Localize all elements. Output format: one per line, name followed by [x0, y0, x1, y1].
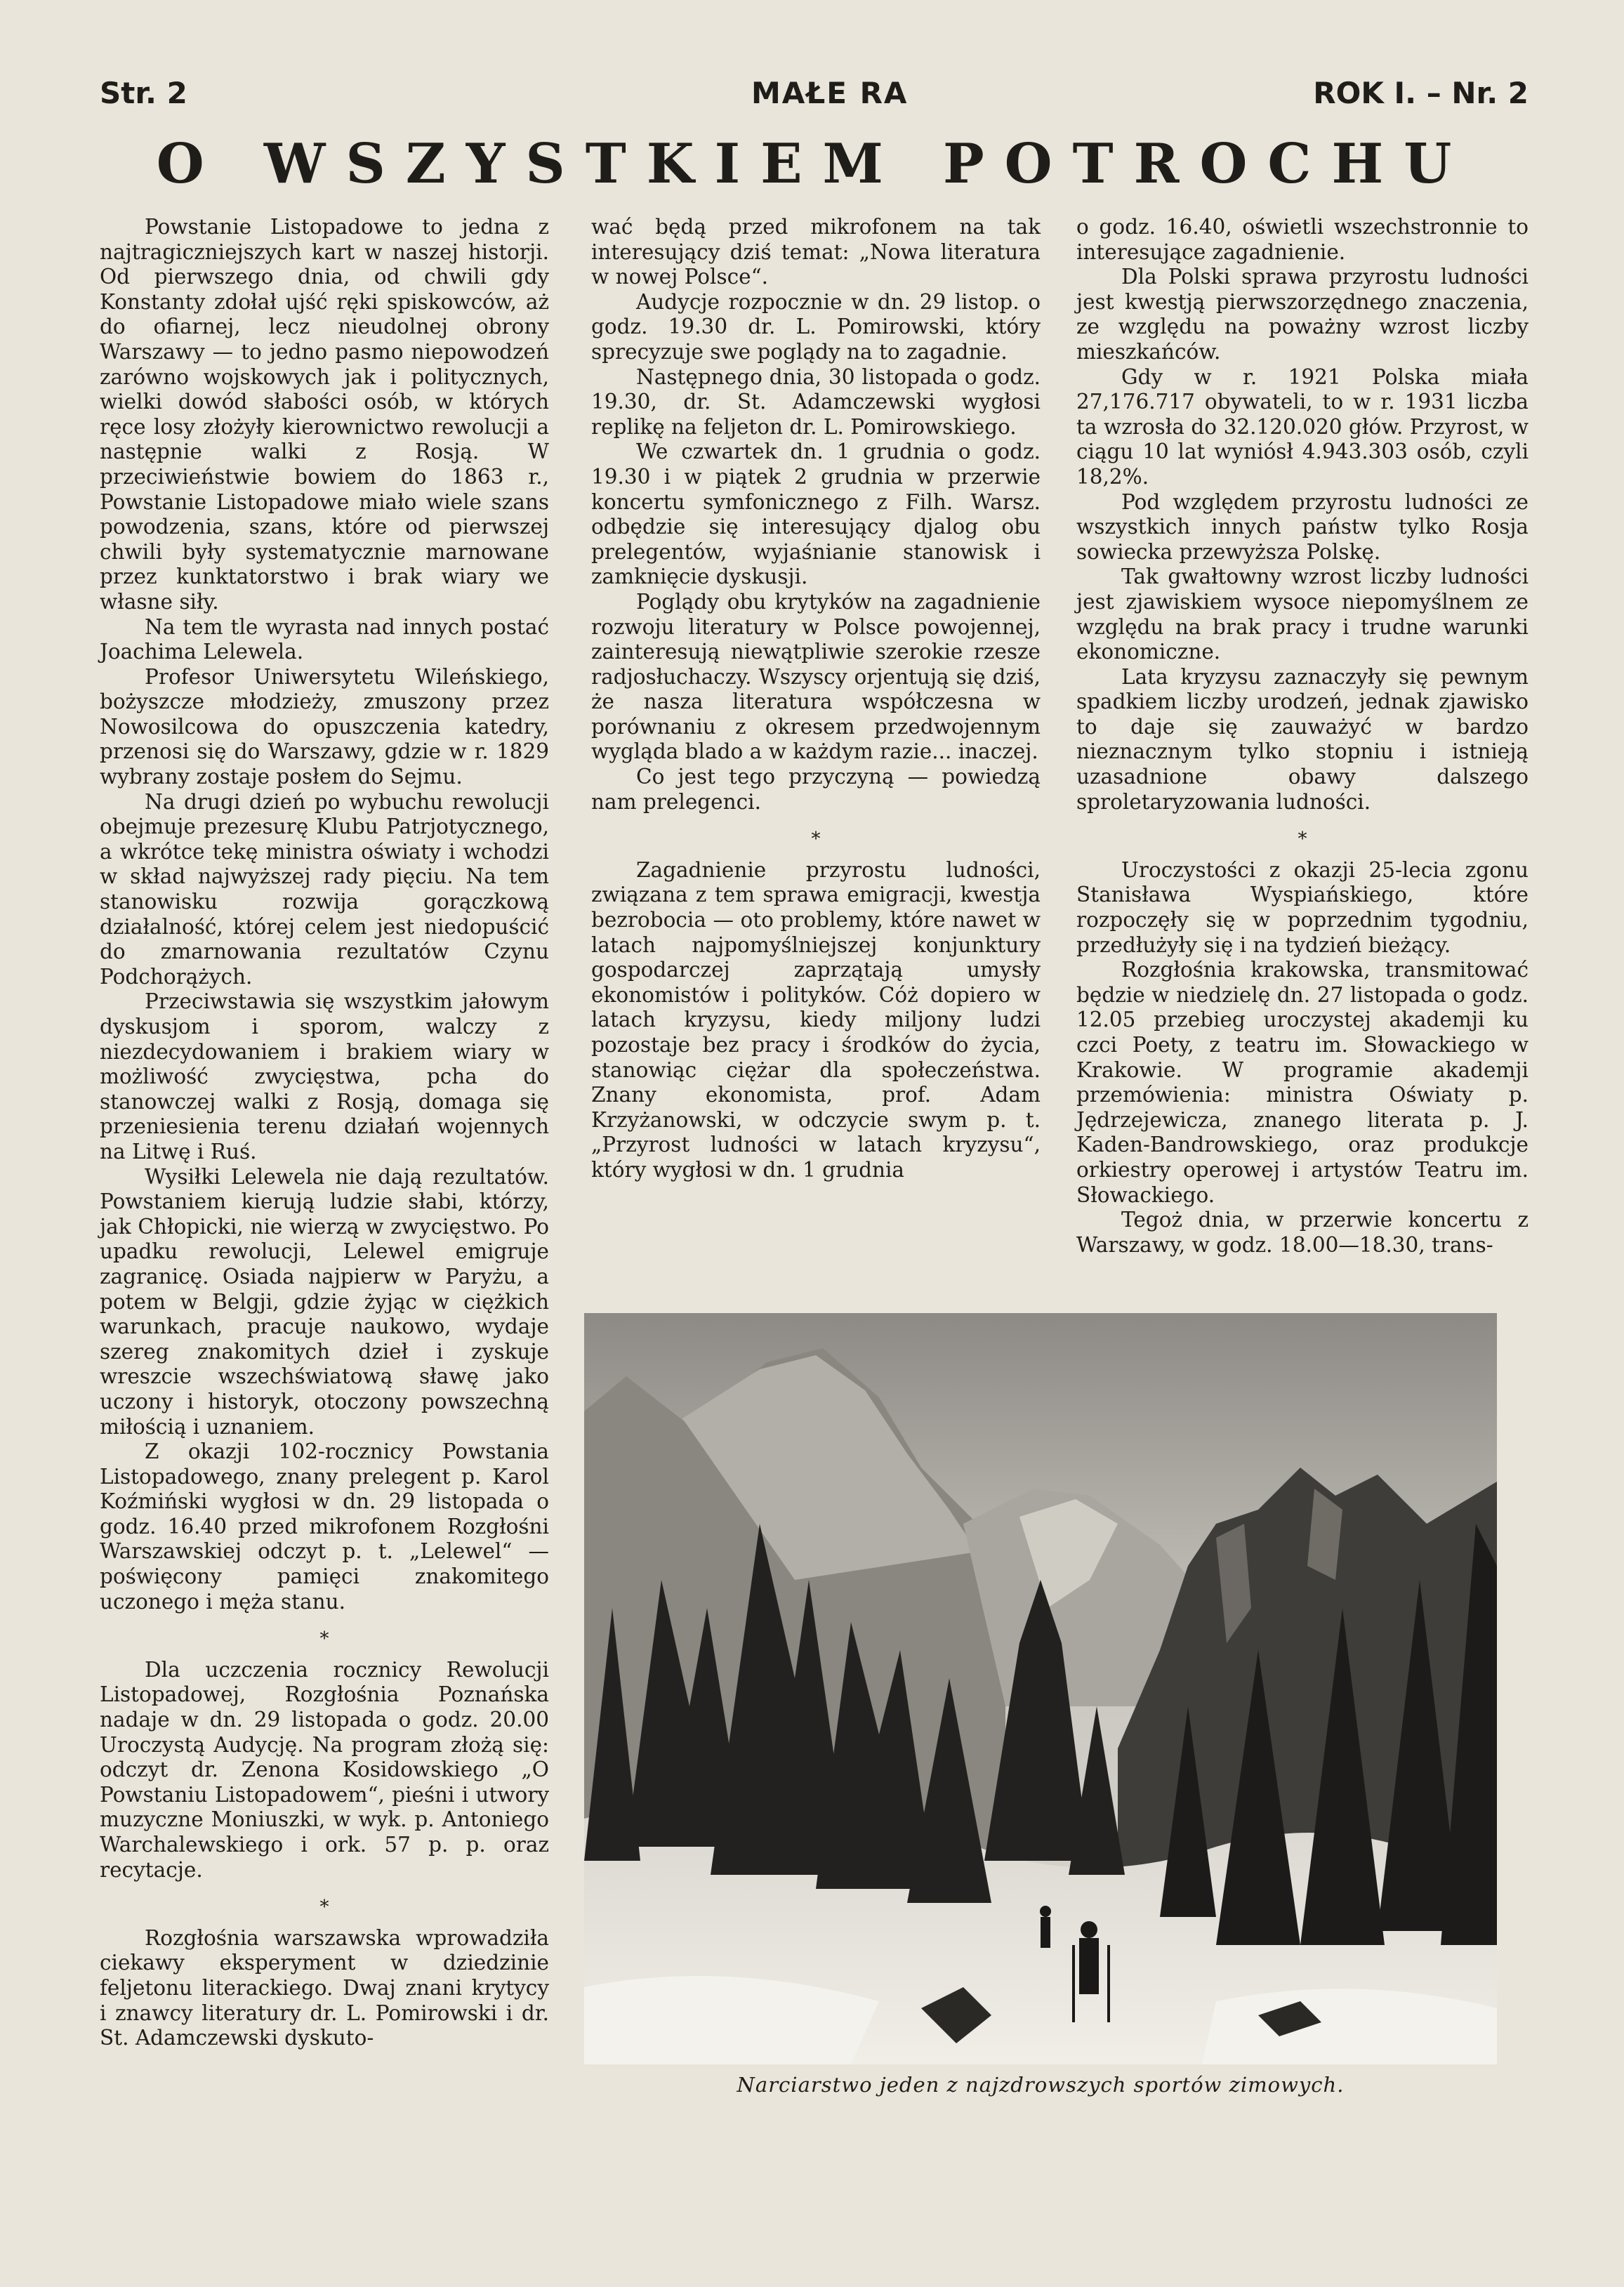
section-separator: *: [811, 829, 821, 850]
paragraph: o godz. 16.40, oświetli wszechstronnie to interesujące zagadnienie.: [1076, 215, 1529, 264]
paragraph: Powstanie Listopadowe to jedna z najtragiczniejszych kart w naszej historji. Od pierwszego dnia, od chwili gdy Konstanty zdołał ujść ręki spiskowców, aż do ofiarnej, lecz nieudolnej obrony Warszawy — to jedno pasmo niepowodzeń zarówno wojskowych jak i politycznych, wielki dowód słabości osób, w których ręce losy złożyły kierownictwo rewolucji a następnie walki z Rosją. W przeciwieństwie bowiem do 1863 r., Powstanie Listopadowe miało wiele szans powodzenia, szans, które od pierwszej chwili były systematycznie marnowane przez kunktatorstwo i brak wiary we własne siły.: [100, 215, 549, 614]
paragraph: Lata kryzysu zaznaczyły się pewnym spadkiem liczby urodzeń, jednak zjawisko to daje się zauważyć w bardzo nieznacznym tylko stopniu i istnieją uzasadnione obawy dalszego sproletaryzowania ludności.: [1076, 664, 1529, 814]
masthead: MAŁE RA: [751, 76, 909, 110]
paragraph: Tak gwałtowny wzrost liczby ludności jest zjawiskiem wysoce niepomyślnem ze względu na brak pracy i trudne warunki ekonomiczne.: [1076, 565, 1529, 664]
article-column-2: [591, 215, 1041, 1183]
paragraph: wać będą przed mikrofonem na tak interesujący dziś temat: „Nowa literatura w nowej Polsce“.: [591, 215, 1041, 289]
paragraph: Audycje rozpocznie w dn. 29 listop. o godz. 19.30 dr. L. Pomirowski, który sprecyzuje swe poglądy na to zagadnie.: [591, 289, 1041, 364]
issue-number: ROK I. – Nr. 2: [1313, 76, 1529, 110]
paragraph: Tegoż dnia, w przerwie koncertu z Warszawy, w godz. 18.00—18.30, trans-: [1076, 1208, 1529, 1257]
paragraph: Pod względem przyrostu ludności ze wszystkich innych państw tylko Rosja sowiecka przewyższa Polskę.: [1076, 489, 1529, 564]
section-separator: *: [1298, 829, 1307, 850]
paragraph: We czwartek dn. 1 grudnia o godz. 19.30 i w piątek 2 grudnia w przerwie koncertu symfonicznego z Filh. Warsz. odbędzie się interesujący djalog obu prelegentów, wyjaśnianie stanowisk i zamknięcie dyskusji.: [591, 440, 1041, 589]
paragraph: Zagadnienie przyrostu ludności, związana z tem sprawa emigracji, kwestja bezrobocia — oto problemy, które nawet w latach najpomyślniejszej konjunktury gospodarczej zaprzątają umysły ekonomistów i polityków. Cóż dopiero w latach kryzysu, kiedy miljony ludzi pozostaje bez pracy i środków do życia, stanowiąc ciężar dla społeczeństwa. Znany ekonomista, prof. Adam Krzyżanowski, w odczycie swym p. t. „Przyrost ludności w latach kryzysu“, który wygłosi w dn. 1 grudnia: [591, 857, 1041, 1182]
running-head: [100, 76, 1529, 118]
page-number: Str. 2: [100, 76, 187, 110]
paragraph: Wysiłki Lelewela nie dają rezultatów. Powstaniem kierują ludzie słabi, którzy, jak Chłopicki, nie wierzą w zwycięstwo. Po upadku rewolucji, Lelewel emigruje zagranicę. Osiada najpierw w Paryżu, a potem w Belgji, gdzie żyjąc w ciężkich warunkach, pracuje naukowo, wydaje szereg znakomitych dzieł i zyskuje wreszcie wszechświatową sławę jako uczony i historyk, otoczony powszechną miłością i uznaniem.: [100, 1164, 549, 1439]
paragraph: Dla Polski sprawa przyrostu ludności jest kwestją pierwszorzędnego znaczenia, ze względu na poważny wzrost liczby mieszkańców.: [1076, 265, 1529, 364]
paragraph: Przeciwstawia się wszystkim jałowym dyskusjom i sporom, walczy z niezdecydowaniem i brakiem wiary w możliwość zwycięstwa, pcha do stanowczej walki z Rosją, domaga się przeniesienia terenu działań wojennych na Litwę i Ruś.: [100, 989, 549, 1164]
winter-skiing-photo: [584, 1313, 1497, 2064]
paragraph: Na drugi dzień po wybuchu rewolucji obejmuje prezesurę Klubu Patrjotycznego, a wkrótce tekę ministra oświaty i wchodzi w skład najwyższej rady pięciu. Na tem stanowisku rozwija gorączkową działalność, której celem jest niedopuścić do zmarnowania rezultatów Czynu Podchorążych.: [100, 789, 549, 989]
section-separator: *: [319, 1628, 329, 1650]
photo-caption: Narciarstwo jeden z najzdrowszych sportów zimowych.: [737, 2073, 1345, 2097]
paragraph: Dla uczczenia rocznicy Rewolucji Listopadowej, Rozgłośnia Poznańska nadaje w dn. 29 listopada o godz. 20.00 Uroczystą Audycję. Na program złożą się: odczyt dr. Zenona Kosidowskiego „O Powstaniu Listopadowem“, pieśni i utwory muzyczne Moniuszki, w wyk. p. Antoniego Warchalewskiego i ork. 57 p. p. oraz recytacje.: [100, 1657, 549, 1882]
article-column-3: [1076, 215, 1529, 1258]
paragraph: Gdy w r. 1921 Polska miała 27,176.717 obywateli, to w r. 1931 liczba ta wzrosła do 32.120.020 głów. Przyrost, w ciągu 10 lat wyniósł 4.943.303 osób, czyli 18,2%.: [1076, 364, 1529, 489]
page-headline: O WSZYSTKIEM POTROCHU: [156, 132, 1472, 196]
paragraph: Na tem tle wyrasta nad innych postać Joachima Lelewela.: [100, 614, 549, 664]
paragraph: Następnego dnia, 30 listopada o godz. 19.30, dr. St. Adamczewski wygłosi replikę na feljeton dr. L. Pomirowskiego.: [591, 364, 1041, 439]
paragraph: Poglądy obu krytyków na zagadnienie rozwoju literatury w Polsce powojennej, zainteresują niewątpliwie szerokie rzesze radjosłuchaczy. Wszyscy orjentują się dziś, że nasza literatura współczesna w porównaniu z okresem przedwojennym wygląda blado a w każdym razie... inaczej.: [591, 589, 1041, 764]
article-column-1: [100, 215, 549, 2051]
section-separator: *: [319, 1897, 329, 1918]
paragraph: Rozgłośnia krakowska, transmitować będzie w niedzielę dn. 27 listopada o godz. 12.05 przebieg uroczystej akademji ku czci Poety, z teatru im. Słowackiego w Krakowie. W programie akademji przemówienia: ministra Oświaty p. Jędrzejewicza, znanego literata p. J. Kaden-Bandrowskiego, oraz produkcje orkiestry operowej i artystów Teatru im. Słowackiego.: [1076, 958, 1529, 1207]
paragraph: Uroczystości z okazji 25-lecia zgonu Stanisława Wyspiańskiego, które rozpoczęły się w poprzednim tygodniu, przedłużyły się i na tydzień bieżący.: [1076, 857, 1529, 957]
paragraph: Profesor Uniwersytetu Wileńskiego, bożyszcze młodzieży, zmuszony przez Nowosilcowa do opuszczenia katedry, przenosi się do Warszawy, gdzie w r. 1829 wybrany zostaje posłem do Sejmu.: [100, 664, 549, 789]
paragraph: Z okazji 102-rocznicy Powstania Listopadowego, znany prelegent p. Karol Koźmiński wygłosi w dn. 29 listopada o godz. 16.40 przed mikrofonem Rozgłośni Warszawskiej odczyt p. t. „Lelewel“ — poświęcony pamięci znakomitego uczonego i męża stanu.: [100, 1439, 549, 1614]
paragraph: Co jest tego przyczyną — powiedzą nam prelegenci.: [591, 765, 1041, 814]
paragraph: Rozgłośnia warszawska wprowadziła ciekawy eksperyment w dziedzinie feljetonu literackiego. Dwaj znani krytycy i znawcy literatury dr. L. Pomirowski i dr. St. Adamczewski dyskuto-: [100, 1925, 549, 2050]
